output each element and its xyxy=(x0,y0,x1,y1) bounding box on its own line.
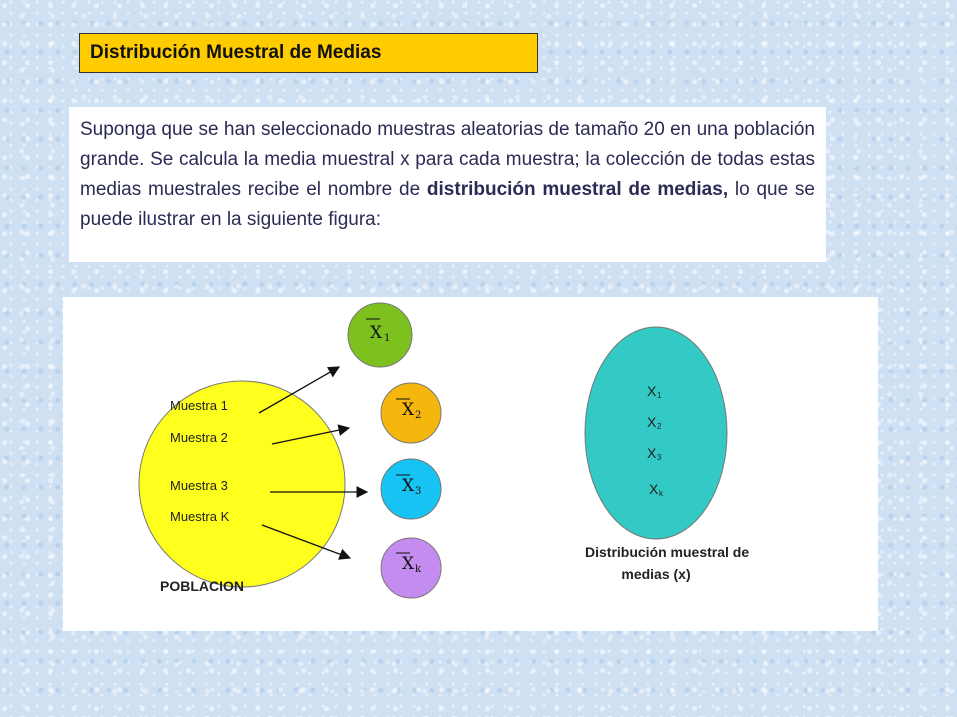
slide-title-text: Distribución Muestral de Medias xyxy=(90,42,382,63)
mean-symbol-1: X xyxy=(370,323,383,343)
dist-symbol-k: X xyxy=(649,481,659,497)
distribution-caption-line2: medias (x) xyxy=(621,566,691,582)
diagram-svg xyxy=(63,297,878,631)
dist-sub-3: 3 xyxy=(657,453,662,462)
sample-label-3: Muestra 3 xyxy=(170,478,228,493)
sampling-diagram xyxy=(63,297,878,631)
mean-sub-1: 1 xyxy=(384,333,391,344)
intro-paragraph xyxy=(69,107,826,262)
dist-sub-2: 2 xyxy=(657,422,662,431)
paragraph-part2: lo que se puede ilustrar en la siguiente figura: xyxy=(80,179,815,230)
mean-sub-k: k xyxy=(415,564,422,575)
paragraph-bold-term: distribución muestral de medias, xyxy=(426,179,729,200)
mean-symbol-3: X xyxy=(402,476,415,496)
dist-sub-k: k xyxy=(659,489,663,498)
sample-label-1: Muestra 1 xyxy=(170,398,228,413)
mean-sub-2: 2 xyxy=(415,410,422,421)
mean-symbol-k: X xyxy=(402,554,415,574)
slide-title xyxy=(79,33,538,73)
dist-sub-1: 1 xyxy=(657,391,662,400)
dist-symbol-2: X xyxy=(647,414,657,430)
sample-label-2: Muestra 2 xyxy=(170,430,228,445)
dist-symbol-1: X xyxy=(647,383,657,399)
distribution-ellipse xyxy=(585,327,727,539)
sample-label-k: Muestra K xyxy=(170,509,230,524)
population-label: POBLACION xyxy=(160,578,244,594)
paragraph-part1: Suponga que se han seleccionado muestras aleatorias de tamaño 20 en una población grande. Se calcula la media muestral x para cada muestra; la colección de todas estas medias muestrales recibe el nombre de xyxy=(80,119,815,200)
mean-symbol-2: X xyxy=(402,400,415,420)
mean-sub-3: 3 xyxy=(415,486,422,497)
distribution-caption-line1: Distribución muestral de xyxy=(585,544,750,560)
dist-symbol-3: X xyxy=(647,445,657,461)
